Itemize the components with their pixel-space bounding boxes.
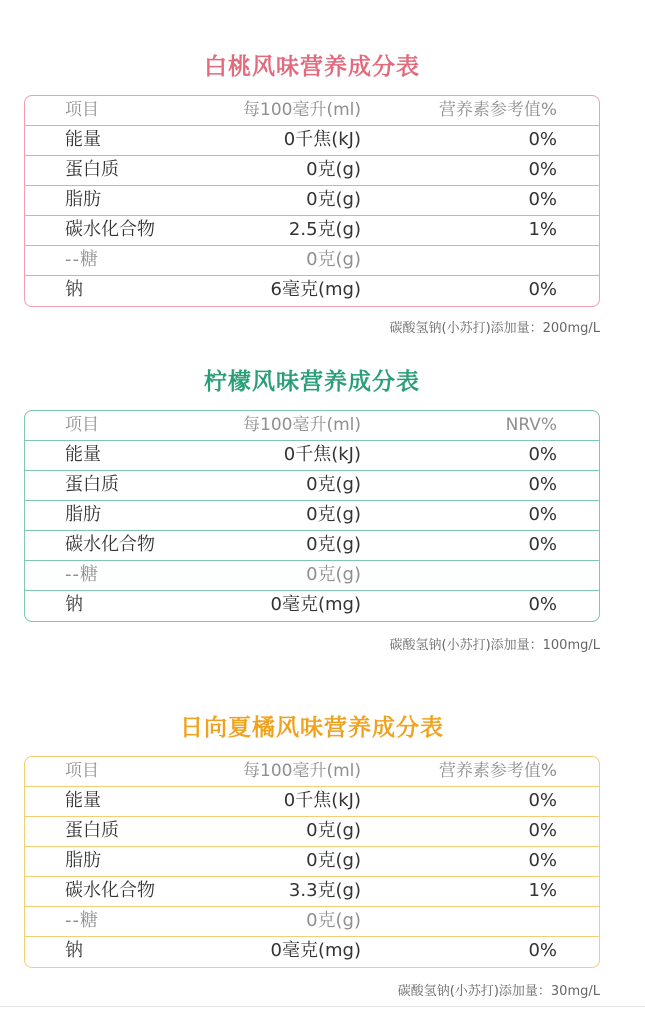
- row-amount: 0毫克(mg): [270, 594, 361, 615]
- row-nrv: 0%: [528, 444, 557, 465]
- row-nrv: 0%: [528, 850, 557, 871]
- row-nrv: 1%: [528, 219, 557, 240]
- row-nrv: 0%: [528, 189, 557, 210]
- section-title: 日向夏橘风味营养成分表: [180, 715, 444, 741]
- row-item: 蛋白质: [65, 159, 119, 180]
- row-item: --糖: [65, 249, 99, 270]
- row-item: 钠: [65, 594, 83, 615]
- row-nrv: 0%: [528, 940, 557, 961]
- row-nrv: 0%: [528, 129, 557, 150]
- row-amount: 3.3克(g): [288, 880, 361, 901]
- row-amount: 0毫克(mg): [270, 940, 361, 961]
- table-row-sugar: [25, 246, 599, 276]
- row-amount: 0克(g): [306, 504, 361, 525]
- nutrition-table: [24, 95, 600, 307]
- row-nrv: 0%: [528, 790, 557, 811]
- row-nrv: 0%: [528, 820, 557, 841]
- table-row: [25, 531, 599, 561]
- row-amount: 0克(g): [306, 910, 361, 931]
- row-amount: 0克(g): [306, 474, 361, 495]
- row-item: --糖: [65, 564, 99, 585]
- table-header-row: [25, 96, 599, 126]
- row-nrv: 0%: [528, 474, 557, 495]
- header-item: 项目: [65, 761, 99, 781]
- header-nrv: NRV%: [505, 415, 557, 435]
- header-nrv: 营养素参考值%: [438, 761, 557, 781]
- table-row: [25, 937, 599, 967]
- section-title: 白桃风味营养成分表: [204, 54, 420, 80]
- row-nrv: 0%: [528, 504, 557, 525]
- row-amount: 6毫克(mg): [270, 279, 361, 300]
- row-item: 能量: [65, 129, 101, 150]
- row-item: 钠: [65, 279, 83, 300]
- table-header-row: [25, 411, 599, 441]
- row-item: 脂肪: [65, 504, 101, 525]
- row-amount: 0克(g): [306, 534, 361, 555]
- row-amount: 2.5克(g): [288, 219, 361, 240]
- row-item: 碳水化合物: [65, 219, 155, 240]
- row-amount: 0千焦(kJ): [283, 790, 361, 811]
- row-item: 脂肪: [65, 189, 101, 210]
- table-row: [25, 787, 599, 817]
- row-nrv: 0%: [528, 159, 557, 180]
- row-amount: 0克(g): [306, 564, 361, 585]
- header-item: 项目: [65, 415, 99, 435]
- row-amount: 0千焦(kJ): [283, 444, 361, 465]
- additive-note: 碳酸氢钠(小苏打)添加量：30mg/L: [397, 984, 600, 999]
- table-row: [25, 186, 599, 216]
- row-nrv: 0%: [528, 594, 557, 615]
- row-amount: 0千焦(kJ): [283, 129, 361, 150]
- header-nrv: 营养素参考值%: [438, 100, 557, 120]
- row-amount: 0克(g): [306, 820, 361, 841]
- row-nrv: 0%: [528, 534, 557, 555]
- section-title: 柠檬风味营养成分表: [204, 369, 420, 395]
- row-amount: 0克(g): [306, 189, 361, 210]
- row-amount: 0克(g): [306, 850, 361, 871]
- row-item: 脂肪: [65, 850, 101, 871]
- table-row: [25, 441, 599, 471]
- table-row: [25, 216, 599, 246]
- row-item: 能量: [65, 444, 101, 465]
- row-item: 钠: [65, 940, 83, 961]
- header-item: 项目: [65, 100, 99, 120]
- additive-note: 碳酸氢钠(小苏打)添加量：200mg/L: [389, 321, 600, 336]
- table-row: [25, 877, 599, 907]
- table-row: [25, 501, 599, 531]
- table-row-sugar: [25, 907, 599, 937]
- table-header-row: [25, 757, 599, 787]
- row-amount: 0克(g): [306, 159, 361, 180]
- table-row: [25, 126, 599, 156]
- header-per-100ml: 每100毫升(ml): [243, 100, 361, 120]
- table-row: [25, 156, 599, 186]
- table-row-sugar: [25, 561, 599, 591]
- row-item: --糖: [65, 910, 99, 931]
- row-item: 蛋白质: [65, 474, 119, 495]
- table-row: [25, 817, 599, 847]
- header-per-100ml: 每100毫升(ml): [243, 415, 361, 435]
- additive-note: 碳酸氢钠(小苏打)添加量：100mg/L: [389, 638, 600, 653]
- row-item: 碳水化合物: [65, 880, 155, 901]
- row-item: 蛋白质: [65, 820, 119, 841]
- row-amount: 0克(g): [306, 249, 361, 270]
- table-row: [25, 276, 599, 306]
- row-item: 能量: [65, 790, 101, 811]
- table-row: [25, 591, 599, 621]
- page-bottom-divider: [0, 1006, 645, 1007]
- nutrition-table: [24, 410, 600, 622]
- row-item: 碳水化合物: [65, 534, 155, 555]
- table-row: [25, 847, 599, 877]
- row-nrv: 1%: [528, 880, 557, 901]
- nutrition-table: [24, 756, 600, 968]
- table-row: [25, 471, 599, 501]
- row-nrv: 0%: [528, 279, 557, 300]
- header-per-100ml: 每100毫升(ml): [243, 761, 361, 781]
